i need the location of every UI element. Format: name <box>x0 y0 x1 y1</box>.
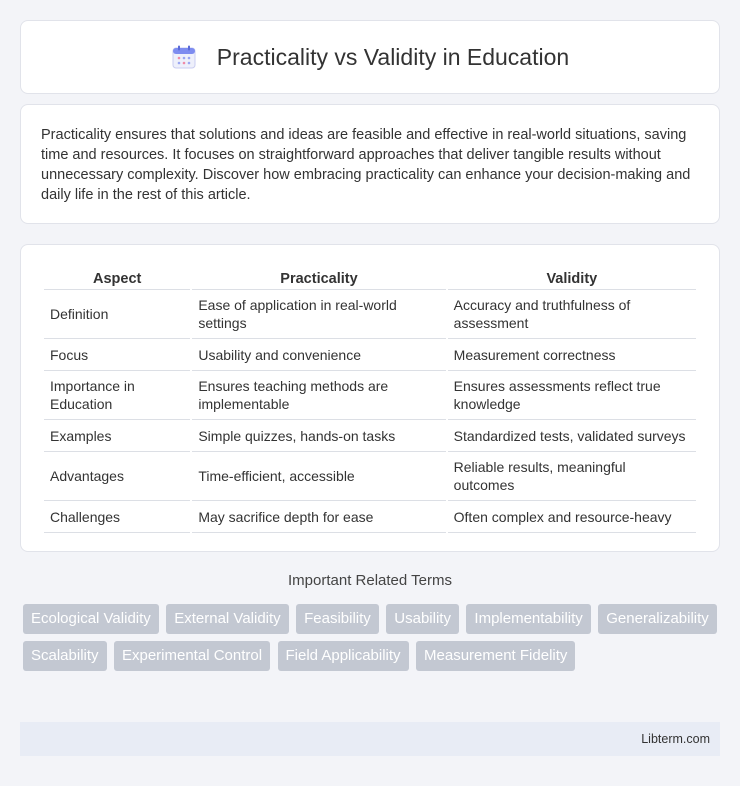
tag-implementability[interactable]: Implementability <box>466 604 590 634</box>
table-cell: Standardized tests, validated surveys <box>448 420 696 452</box>
tag-measurement-fidelity[interactable]: Measurement Fidelity <box>416 641 575 671</box>
tag-experimental-control[interactable]: Experimental Control <box>114 641 270 671</box>
table-cell: Accuracy and truthfulness of assessment <box>448 290 696 339</box>
table-cell: Importance in Education <box>44 371 190 420</box>
table-row <box>44 420 696 452</box>
table-cell: May sacrifice depth for ease <box>192 501 445 533</box>
page-title: Practicality vs Validity in Education <box>216 43 570 70</box>
calendar-icon <box>171 44 197 70</box>
table-cell: Examples <box>44 420 190 452</box>
table-cell: Often complex and resource-heavy <box>448 501 696 533</box>
tag-feasibility[interactable]: Feasibility <box>296 604 379 634</box>
intro-card <box>20 104 720 224</box>
footer <box>20 722 720 756</box>
title-card <box>20 20 720 94</box>
table-cell: Reliable results, meaningful outcomes <box>448 452 696 501</box>
related-terms-title: Important Related Terms <box>288 572 452 589</box>
footer-site-link[interactable]: Libterm.com <box>641 732 710 746</box>
table-row <box>44 371 696 420</box>
table-cell: Time-efficient, accessible <box>192 452 445 501</box>
table-row <box>44 452 696 501</box>
table-cell: Ensures teaching methods are implementable <box>192 371 445 420</box>
comparison-card <box>20 244 720 552</box>
tag-ecological-validity[interactable]: Ecological Validity <box>23 604 159 634</box>
table-cell: Challenges <box>44 501 190 533</box>
tag-generalizability[interactable]: Generalizability <box>598 604 717 634</box>
tag-scalability[interactable]: Scalability <box>23 641 107 671</box>
comparison-table <box>42 263 698 533</box>
table-cell: Focus <box>44 339 190 371</box>
table-cell: Definition <box>44 290 190 339</box>
table-cell: Measurement correctness <box>448 339 696 371</box>
table-cell: Usability and convenience <box>192 339 445 371</box>
tag-usability[interactable]: Usability <box>386 604 459 634</box>
table-cell: Ensures assessments reflect true knowledge <box>448 371 696 420</box>
header-aspect: Aspect <box>44 263 190 290</box>
tag-external-validity[interactable]: External Validity <box>166 604 288 634</box>
table-row <box>44 501 696 533</box>
table-cell: Simple quizzes, hands-on tasks <box>192 420 445 452</box>
table-row <box>44 339 696 371</box>
table-header-row <box>44 263 696 290</box>
header-practicality: Practicality <box>192 263 445 290</box>
related-terms-list <box>23 604 723 678</box>
intro-text: Practicality ensures that solutions and ideas are feasible and effective in real-world situations, saving time and resources. It focuses on straightforward approaches that deliver tangible results without unnecessary complexity. Discover how embracing practicality can enhance your decision-making and daily life in the rest of this article. <box>41 127 691 203</box>
header-validity: Validity <box>448 263 696 290</box>
table-cell: Advantages <box>44 452 190 501</box>
tag-field-applicability[interactable]: Field Applicability <box>278 641 409 671</box>
table-cell: Ease of application in real-world settings <box>192 290 445 339</box>
table-row <box>44 290 696 339</box>
